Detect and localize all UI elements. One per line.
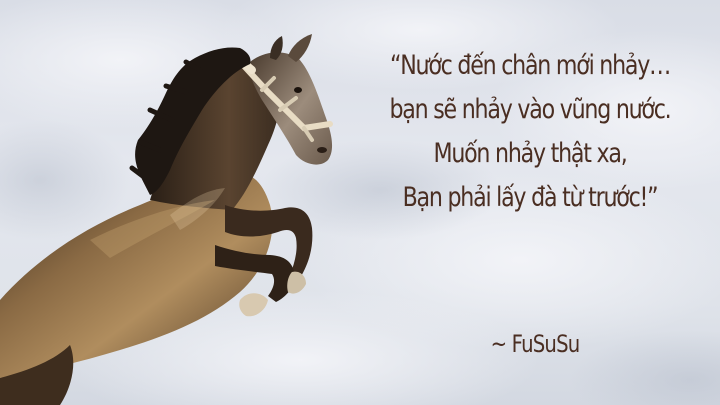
horse-hoof [287, 272, 306, 294]
horse-nostril [317, 147, 327, 153]
horse-ear [288, 34, 312, 62]
quote-signature: ~ FuSuSu [490, 330, 580, 358]
quote-line-1: “Nước đến chân mới nhảy… [389, 50, 671, 81]
quote-line-4: Bạn phải lấy đà từ trước!” [402, 182, 658, 213]
quote-line-3: Muốn nhảy thật xa, [433, 138, 627, 169]
quote-text-block [355, 44, 705, 220]
horse-eye [294, 87, 302, 93]
horse-hoof [239, 293, 268, 316]
quote-line-2: bạn sẽ nhảy vào vũng nước. [389, 94, 671, 125]
